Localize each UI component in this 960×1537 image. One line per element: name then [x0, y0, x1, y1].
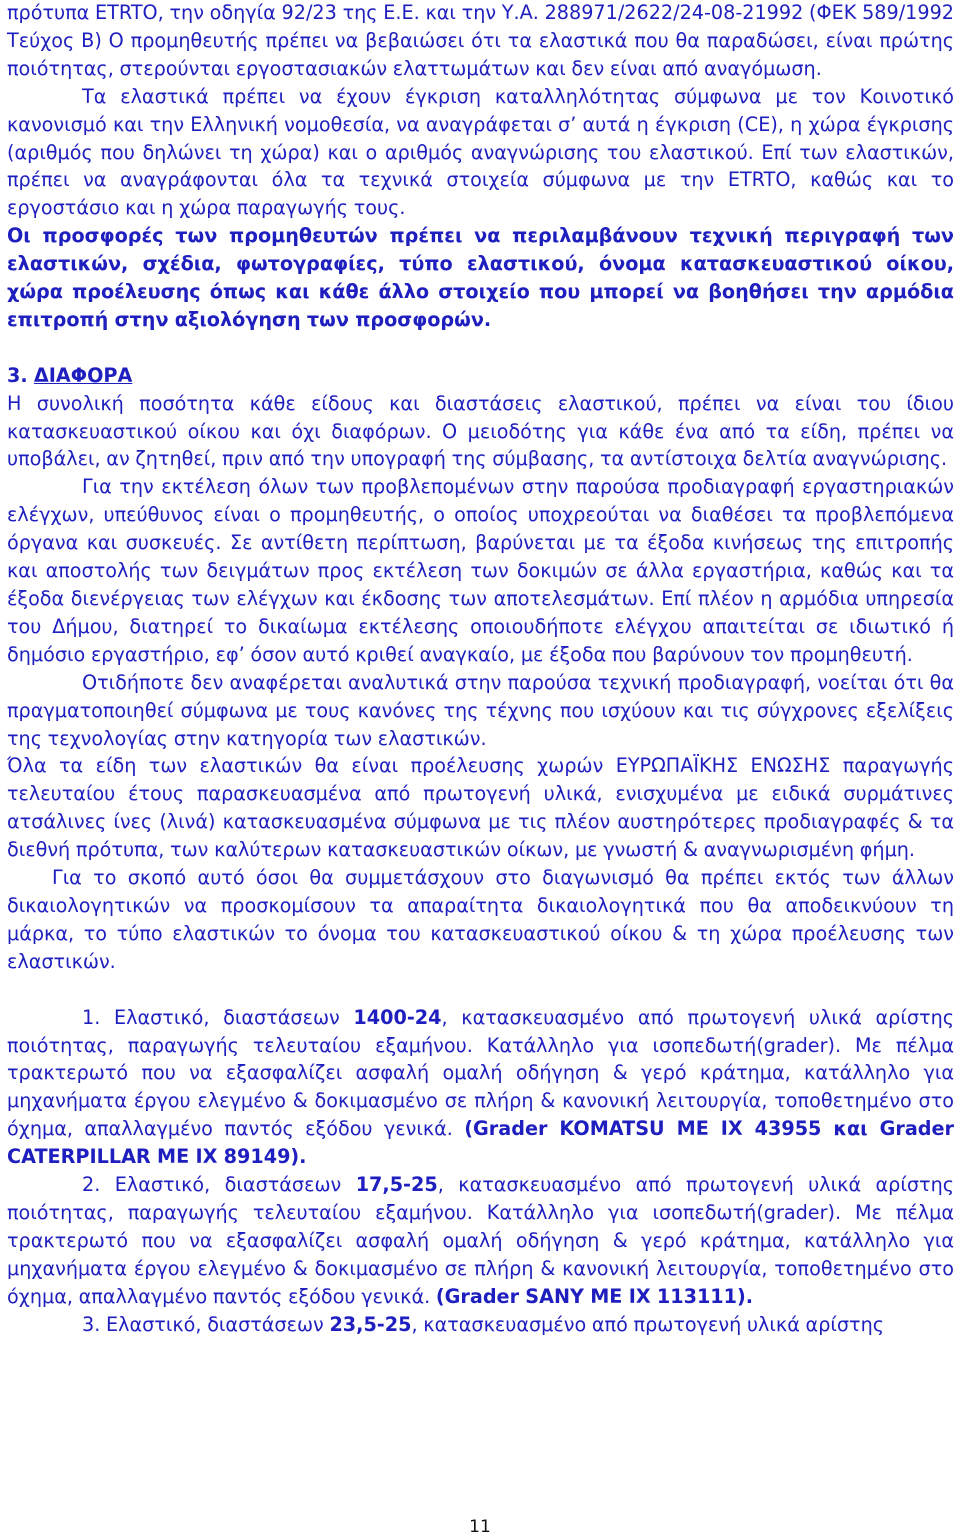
item-description: , κατασκευασμένο από πρωτογενή υλικά αρίστης ποιότητας, παραγωγής τελευταίου εξαμήνου. Κατάλληλο για ισοπεδωτή(grader). Με πέλμα τρακτερωτό που να εξασφαλίζει ασφαλή ομαλή οδήγηση & γερό κράτημα, κατάλληλο για μηχανήματα έργου ελεγμένο & δοκιμασμένο σε πλήρη & κανονική λειτουργία, τοποθετημένο στο όχημα, απαλλαγμένο παντός εξόδου γενικά. — [7, 1005, 954, 1141]
item-text: Ελαστικό, διαστάσεων — [100, 1005, 354, 1029]
item-size: 1400-24 — [353, 1005, 442, 1029]
item-grader: (Grader KOMATSU ΜΕ ΙΧ 43955 και Grader CATERPILLAR ΜΕ ΙΧ 89149). — [7, 1117, 954, 1169]
item-description: , κατασκευασμένο από πρωτογενή υλικά αρίστης — [411, 1312, 885, 1336]
section-heading — [7, 362, 954, 390]
item-number: 3. — [82, 1312, 101, 1336]
list-item-tire-3 — [7, 1311, 954, 1339]
section-title: ΔΙΑΦΟΡΑ — [33, 363, 133, 387]
list-item-tire-1 — [7, 1004, 954, 1171]
item-text: Ελαστικό, διαστάσεων — [100, 1312, 330, 1336]
paragraph-approval: Τα ελαστικά πρέπει να έχουν έγκριση καταλληλότητας σύμφωνα με τον Κοινοτικό κανονισμό και την Ελληνική νομοθεσία, να αναγράφεται σ’ αυτά η έγκριση (CE), η χώρα έγκρισης (αριθμός που δηλώνει τη χώρα) και ο αριθμός αναγνώρισης του ελαστικού. Επί των ελαστικών, πρέπει να αναγράφονται όλα τα τεχνικά στοιχεία σύμφωνα με την ETRTO, καθώς και το εργοστάσιο και η χώρα παραγωγής τους. — [7, 84, 954, 220]
item-number: 2. — [82, 1173, 101, 1197]
item-text: Ελαστικό, διαστάσεων — [100, 1173, 356, 1197]
item-number: 1. — [82, 1005, 101, 1029]
paragraph-proposals-bold: Οι προσφορές των προμηθευτών πρέπει να περιλαμβάνουν τεχνική περιγραφή των ελαστικών, σχέδια, φωτογραφίες, τύπο ελαστικού, όνομα κατασκευαστικού οίκου, χώρα προέλευσης όπως και κάθε άλλο στοιχείο που μπορεί να βοηθήσει την αρμόδια επιτροπή στην αξιολόγηση των προσφορών. — [7, 224, 954, 331]
paragraph-origin: Όλα τα είδη των ελαστικών θα είναι προέλευσης χωρών ΕΥΡΩΠΑΪΚΗΣ ΕΝΩΣΗΣ παραγωγής τελευταίου έτους παρασκευασμένα από πρωτογενή υλικά, ενισχυμένα με ειδικά συρμάτινες ατσάλινες ίνες (λινά) κατασκευασμένα σύμφωνα με τις πλέον αυστηρότερες προδιαγραφές & τα διεθνή πρότυπα, των καλύτερων κατασκευαστικών οίκων, με γνωστή & αναγνωρισμένη φήμη. — [7, 754, 954, 862]
paragraph-unmentioned: Οτιδήποτε δεν αναφέρεται αναλυτικά στην παρούσα τεχνική προδιαγραφή, νοείται ότι θα πραγματοποιηθεί σύμφωνα με τους κανόνες της τέχνης που ισχύουν και τις σύγχρονες εξελίξεις της τεχνολογίας στην κατηγορία των ελαστικών. — [7, 670, 954, 750]
paragraph-quantity: Η συνολική ποσότητα κάθε είδους και διαστάσεις ελαστικού, πρέπει να είναι του ίδιου κατασκευαστικού οίκου και όχι διαφόρων. Ο μειοδότης για κάθε ένα από τα είδη, πρέπει να υποβάλει, αν ζητηθεί, πριν από την υπογραφή της σύμβασης, τα αντίστοιχα δελτία αναγνώρισης. — [7, 391, 954, 471]
paragraph-documents: Για το σκοπό αυτό όσοι θα συμμετάσχουν στο διαγωνισμό θα πρέπει εκτός των άλλων δικαιολογητικών να προσκομίσουν τα απαραίτητα δικαιολογητικά που θα αποδεικνύουν τη μάρκα, το τύπο ελαστικών το όνομα του κατασκευαστικού οίκου & τη χώρα προέλευσης των ελαστικών. — [7, 866, 954, 973]
paragraph-standards: πρότυπα ETRTO, την οδηγία 92/23 της Ε.Ε. και την Υ.Α. 288971/2622/24-08-21992 (ΦΕΚ 589/1992 Τεύχος Β) Ο προμηθευτής πρέπει να βεβαιώσει ότι τα ελαστικά που θα παραδώσει, είναι πρώτης ποιότητας, στερούνται εργοστασιακών ελαττωμάτων και δεν είναι από αναγόμωση. — [7, 1, 954, 80]
item-description: , κατασκευασμένο από πρωτογενή υλικά αρίστης ποιότητας, παραγωγής τελευταίου εξαμήνου. Κατάλληλο για ισοπεδωτή(grader). Με πέλμα τρακτερωτό που να εξασφαλίζει ασφαλή ομαλή οδήγηση & γερό κράτημα, κατάλληλο για μηχανήματα έργου ελεγμένο & δοκιμασμένο σε πλήρη & κανονική λειτουργία, τοποθετημένο στο όχημα, απαλλαγμένο παντός εξόδου γενικά. — [7, 1173, 954, 1308]
section-number: 3. — [7, 363, 28, 387]
item-grader: (Grader SANY ΜΕ ΙΧ 113111). — [435, 1284, 754, 1308]
item-size: 17,5-25 — [355, 1173, 438, 1197]
item-size: 23,5-25 — [329, 1312, 412, 1336]
spacer — [7, 334, 954, 362]
page-number: 11 — [469, 1517, 491, 1537]
paragraph-lab-tests: Για την εκτέλεση όλων των προβλεπομένων στην παρούσα προδιαγραφή εργαστηριακών ελέγχων, υπεύθυνος είναι ο προμηθευτής, ο οποίος υποχρεούται να διαθέσει τα προβλεπόμενα όργανα και συσκευές. Σε αντίθετη περίπτωση, βαρύνεται με τα έξοδα κινήσεως της επιτροπής και αποστολής των δειγμάτων προς εκτέλεση των δοκιμών σε άλλα εργαστήρια, καθώς και τα έξοδα διενέργειας των ελέγχων και έκδοσης των αποτελεσμάτων. Επί πλέον η αρμόδια υπηρεσία του Δήμου, διατηρεί το δικαίωμα εκτέλεσης οποιουδήποτε ελέγχου απαιτείται σε ιδιωτικό ή δημόσιο εργαστήριο, εφ’ όσον αυτό κριθεί αναγκαίο, με έξοδα που βαρύνουν τον προμηθευτή. — [7, 475, 954, 666]
document-page — [7, 0, 954, 1338]
spacer — [7, 976, 954, 1004]
list-item-tire-2 — [7, 1171, 954, 1311]
proposal-requirements — [7, 222, 954, 334]
